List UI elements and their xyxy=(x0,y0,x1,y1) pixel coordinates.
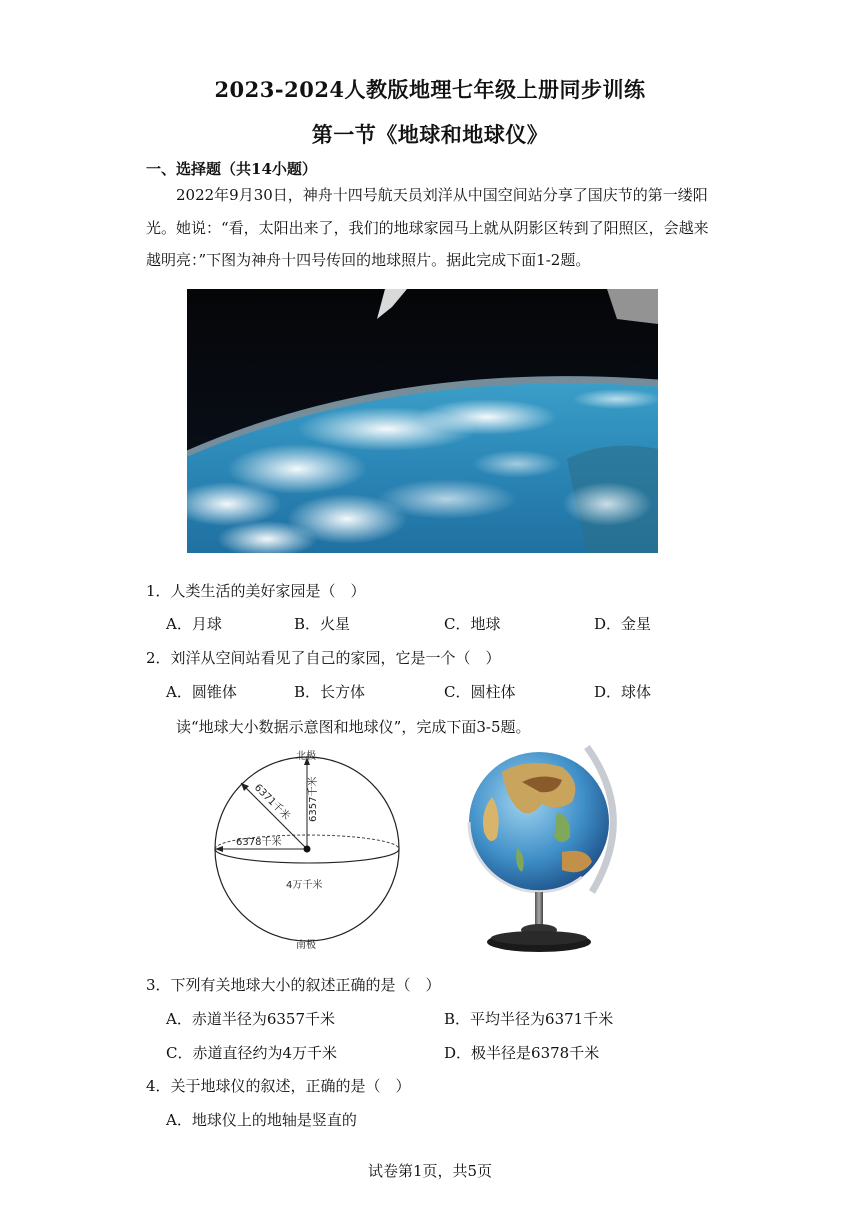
q2-option-d: D．球体 xyxy=(594,683,652,701)
equator-radius-label: 6378千米 xyxy=(236,837,282,848)
question-2: 2．刘洋从空间站看见了自己的家园，它是一个（ ） xyxy=(146,649,501,667)
question-1: 1．人类生活的美好家园是（ ） xyxy=(146,582,366,600)
q1-option-a: A．月球 xyxy=(166,615,222,633)
page-footer: 试卷第1页，共5页 xyxy=(367,1162,493,1180)
north-pole-label: 北极 xyxy=(296,751,316,762)
q3-option-d: D．极半径是6378千米 xyxy=(444,1044,600,1062)
avg-radius-label: 6371千米 xyxy=(251,782,292,823)
q4-option-a: A．地球仪上的地轴是竖直的 xyxy=(166,1111,357,1129)
page-title: 2023-2024人教版地理七年级上册同步训练 xyxy=(214,77,646,102)
intro-line-2: 光。她说：“看，太阳出来了，我们的地球家园马上就从阴影区转到了阳照区，会越来 xyxy=(146,219,709,237)
q3-option-c: C．赤道直径约为4万千米 xyxy=(166,1044,338,1062)
page-subtitle: 第一节《地球和地球仪》 xyxy=(311,122,549,147)
question-4: 4．关于地球仪的叙述，正确的是（ ） xyxy=(146,1077,411,1095)
q2-option-a: A．圆锥体 xyxy=(166,683,237,701)
earth-size-diagram xyxy=(206,742,416,956)
question-3: 3．下列有关地球大小的叙述正确的是（ ） xyxy=(146,976,441,994)
earth-space-photo xyxy=(187,289,658,553)
circumference-label: 4万千米 xyxy=(286,880,323,891)
q1-option-b: B．火星 xyxy=(294,615,351,633)
q1-option-c: C．地球 xyxy=(444,615,501,633)
globe-image xyxy=(462,742,622,957)
q1-option-d: D．金星 xyxy=(594,615,652,633)
q3-option-a: A．赤道半径为6357千米 xyxy=(166,1010,336,1028)
intro-line-3: 越明亮：”下图为神舟十四号传回的地球照片。据此完成下面1-2题。 xyxy=(146,251,591,269)
section-heading: 一、选择题（共14小题） xyxy=(146,160,317,178)
q2-option-b: B．长方体 xyxy=(294,683,366,701)
reading-instruction: 读“地球大小数据示意图和地球仪”，完成下面3-5题。 xyxy=(176,718,531,736)
intro-line-1: 2022年9月30日，神舟十四号航天员刘洋从中国空间站分享了国庆节的第一缕阳 xyxy=(176,186,708,204)
south-pole-label: 南极 xyxy=(296,940,316,951)
q3-option-b: B．平均半径为6371千米 xyxy=(444,1010,614,1028)
q2-option-c: C．圆柱体 xyxy=(444,683,516,701)
polar-radius-label: 6357千米 xyxy=(308,776,319,822)
